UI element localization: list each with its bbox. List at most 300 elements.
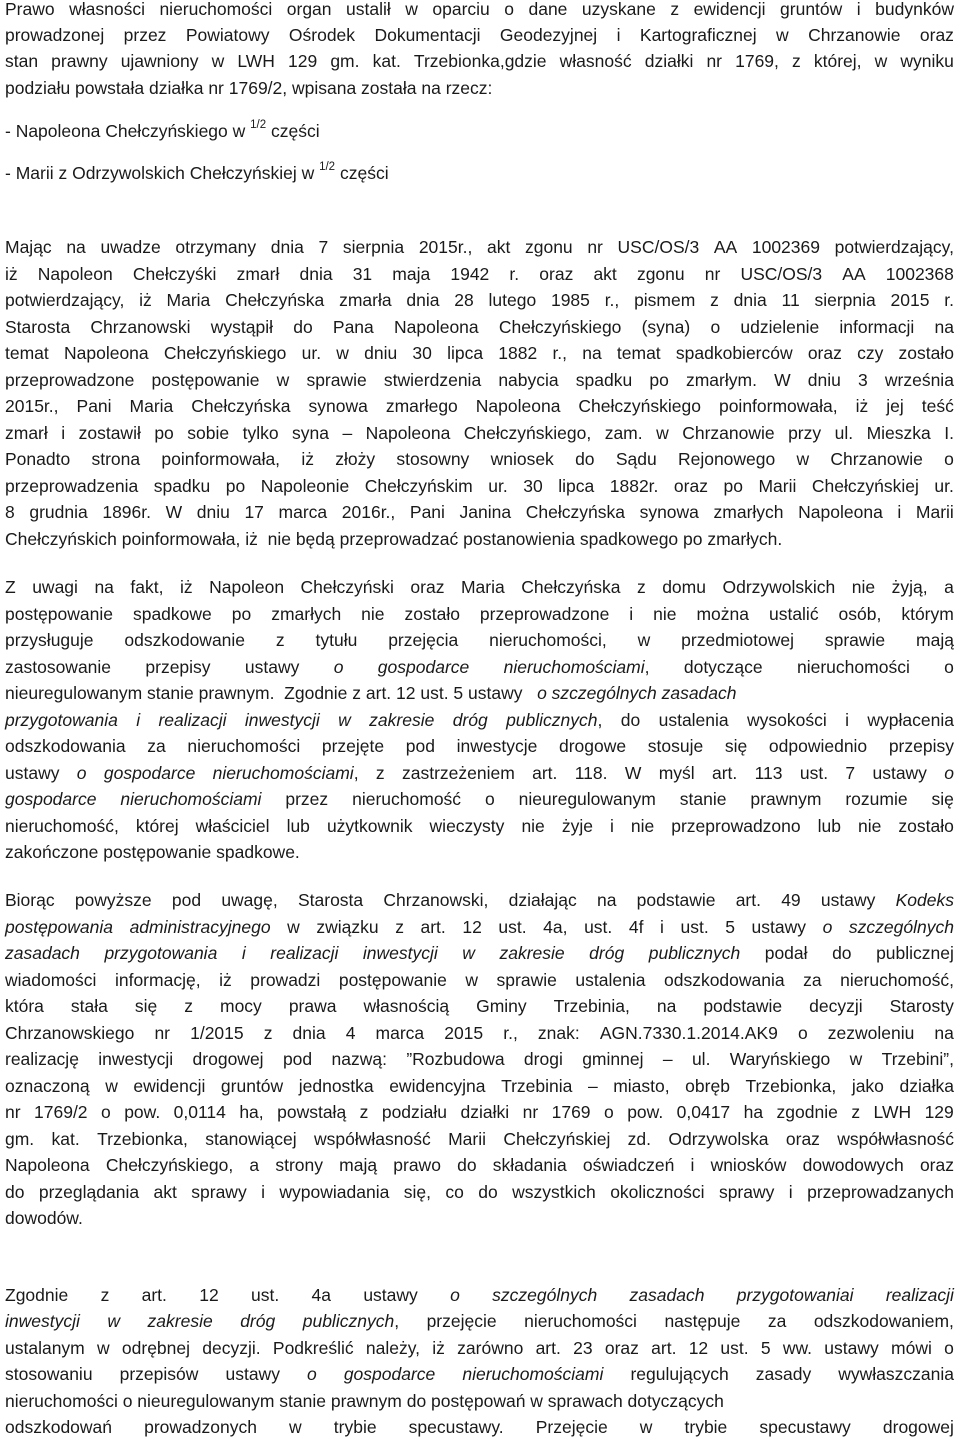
text-segment: zostało [898,343,954,363]
word [536,1335,561,1361]
text-line [5,1020,954,1046]
word [503,1126,610,1152]
word [680,786,727,812]
text-segment: nieruchomości [524,1311,637,1331]
text-segment: stanie [679,789,727,809]
text-segment: Kartograficznej [639,25,757,45]
text-segment: 129 [924,1102,954,1122]
word [461,574,505,600]
word [610,473,659,499]
text-segment: Chełczyśki [132,264,217,284]
text-segment: nr [704,264,721,284]
word [77,393,112,419]
italic-text: i [241,943,246,963]
word [640,22,757,48]
word [5,1046,79,1072]
text-line [5,1308,954,1334]
text-segment: Chełczyńskiej [811,476,919,496]
word [175,234,256,260]
text-line [5,1152,954,1178]
text-segment: nie [630,816,655,836]
text-segment: – [662,1049,673,1069]
text-segment: Odrzywolskich [722,577,836,597]
text-segment: działając [508,890,577,910]
word [389,1073,485,1099]
word [120,1361,199,1387]
word [725,914,735,940]
word [245,707,320,733]
word [122,1335,190,1361]
word [275,1152,323,1178]
word [5,887,55,913]
text-segment: wieczysty [429,816,505,836]
text-line [5,786,954,812]
word [559,733,626,759]
text-segment: mocy [220,996,262,1016]
text-segment: – [342,423,353,443]
word [5,1282,68,1308]
word [307,1361,317,1387]
text-segment: ust. [584,917,613,937]
text-segment: prawny [51,51,108,71]
word [144,1414,257,1440]
italic-text: nieruchomościami [462,1364,604,1384]
text-segment: 5 [760,1338,771,1358]
word [174,1099,226,1125]
text-segment: okoliczności [610,1182,705,1202]
word [944,446,954,472]
word [5,367,134,393]
word [662,574,706,600]
text-segment: odszkodowanie [124,630,246,650]
text-segment: na [94,577,114,597]
text-segment: AGN.7330.1.2014.AK9 [599,1023,778,1043]
text-line [5,314,954,340]
text-line [5,914,954,940]
text-segment: nieruchomość [352,789,462,809]
word [740,261,822,287]
word [316,627,358,653]
text-segment: stosuje [647,736,704,756]
word [694,0,766,22]
word [319,234,329,260]
text-segment: 7 [318,237,329,257]
word [578,393,701,419]
text-segment: specustawy [759,1417,851,1437]
text-segment: 2015 [444,1023,484,1043]
text-segment: AA [713,237,738,257]
word [610,813,614,839]
text-segment: nieruchomości, [489,630,607,650]
word [916,627,954,653]
word [597,887,616,913]
text-segment: informacji [839,317,915,337]
word [5,48,38,74]
word [64,340,149,366]
italic-text: dróg [589,943,625,963]
text-segment: dniu [196,502,230,522]
word [674,473,708,499]
word [526,499,625,525]
text-segment: dnia [733,290,767,310]
text-segment: można [696,604,749,624]
italic-text: i [136,710,141,730]
word [649,940,740,966]
text-segment: dnia [299,264,333,284]
word [668,1126,768,1152]
italic-text: w [107,1311,121,1331]
text-segment: i [609,816,614,836]
text-segment: znak: [537,1023,580,1043]
word [142,1282,167,1308]
text-segment: uwagę, [221,890,278,910]
text-segment: ustawy [363,1285,418,1305]
word [613,1073,669,1099]
word [645,48,694,74]
word [221,1073,283,1099]
text-segment: sierpnia [814,290,876,310]
text-segment: Trzebionka, [97,1129,188,1149]
word [720,1335,748,1361]
text-segment: Chrzanowski [90,317,191,337]
word [289,22,355,48]
text-segment: iż [432,1338,445,1358]
italic-text: gospodarce [103,763,196,783]
word [212,48,225,74]
italic-text: w [338,710,351,730]
text-segment: odpowiednio [768,736,868,756]
word [797,446,810,472]
word [97,1335,110,1361]
text-segment: – [587,1076,598,1096]
text-segment: inwestycje [456,736,538,756]
word [5,0,55,22]
text-line [5,1361,954,1387]
text-segment: dotyczące [683,657,763,677]
word [593,261,616,287]
word [308,393,367,419]
text-segment: sprawie [824,630,886,650]
text-segment: postępowanie [5,604,113,624]
text-segment: specustawy. [408,1417,504,1437]
text-segment: oraz [919,25,954,45]
text-segment: 8 [5,502,15,522]
text-segment: Chrzanowski, [383,890,489,910]
text-segment: na [934,317,954,337]
word [642,314,691,340]
italic-text: postępowania [5,917,113,937]
word [629,914,644,940]
text-segment: 30 [523,476,543,496]
text-segment: współwłasność [837,1129,954,1149]
text-segment: 1882 [498,343,538,363]
word [289,1414,302,1440]
word [333,314,374,340]
word [77,760,87,786]
word [916,499,954,525]
text-segment: na [934,1023,954,1043]
word [301,446,314,472]
word [845,760,855,786]
text-segment: art. [420,917,446,937]
italic-text: publicznych [506,710,598,730]
word [696,601,749,627]
word [630,1282,705,1308]
word [289,993,337,1019]
text-segment: LWH [873,1102,912,1122]
text-segment: do [832,943,852,963]
text-segment: synowa [639,502,699,522]
text-segment: fakt, [130,577,164,597]
text-segment: własność [559,51,632,71]
word [651,1335,676,1361]
word [625,760,642,786]
word [552,1099,591,1125]
word [464,420,591,446]
text-segment: co [445,1182,464,1202]
word [392,261,430,287]
word [457,1152,476,1178]
word [363,993,449,1019]
text-segment: 113 [754,763,783,783]
text-segment: r., [604,290,620,310]
word [758,473,796,499]
italic-text: gospodarce [343,1364,436,1384]
word [835,234,954,260]
word [883,1414,954,1440]
word [79,420,141,446]
text-segment: jako [851,1076,884,1096]
text-line [5,118,320,144]
text-segment: w [97,1338,110,1358]
text-segment: ustalenia [658,710,729,730]
word [649,367,668,393]
word [147,733,165,759]
text-segment: lutego [488,290,537,310]
text-segment: LWH [237,51,275,71]
text-segment: współwłasność [314,1129,431,1149]
text-segment: ust. [799,763,829,783]
text-segment: się, [403,1182,431,1202]
word [382,1099,447,1125]
text-segment: części [266,121,320,141]
text-segment: za [803,970,822,990]
text-segment: przejęcie [426,1311,497,1331]
text-segment: powyższe [74,890,152,910]
text-segment: podziału [381,1102,448,1122]
text-segment: w [287,917,300,937]
text-segment: lub [817,816,841,836]
text-line [5,967,954,993]
word [136,707,140,733]
text-segment: Janina [459,502,512,522]
text-segment: dane [528,0,568,19]
text-segment: się [134,996,158,1016]
text-segment: i [690,1155,695,1175]
text-segment: 4f [628,917,644,937]
text-segment: oraz [539,264,574,284]
word [617,340,661,366]
word [339,287,392,313]
word [617,22,621,48]
word [405,0,418,22]
text-segment: postępowanie [338,970,447,990]
word [934,1020,953,1046]
word [360,1099,369,1125]
word [5,654,111,680]
word [755,760,783,786]
text-segment: z [359,1102,369,1122]
word [180,574,193,600]
text-segment: przepisów [119,1364,199,1384]
italic-text: przygotowania [736,1285,850,1305]
word [303,1308,399,1334]
text-segment: wiadomości [5,970,97,990]
text-segment: odrębnej [121,1338,191,1358]
text-segment: sprawie [306,370,367,390]
word [5,340,49,366]
word [5,733,126,759]
text-segment: nie [858,816,882,836]
text-segment: akt [153,1182,177,1202]
text-segment: w [211,51,225,71]
text-segment: potwierdzający, [834,237,954,257]
text-segment: prawa [288,996,337,1016]
text-segment: mówi [891,1338,932,1358]
word [427,1308,497,1334]
text-line [5,1388,724,1414]
word [850,1046,863,1072]
text-segment: oparciu [432,0,490,19]
text-segment: Mieszka [866,423,931,443]
text-segment: w [276,370,290,390]
word [124,627,245,653]
text-segment: spadkowe [132,604,212,624]
word [604,1099,614,1125]
text-segment: maja [392,264,431,284]
text-segment: Podkreślić [272,1338,354,1358]
text-segment: 4a, [543,917,568,937]
text-segment: się [931,789,954,809]
word [476,993,527,1019]
word [814,1308,954,1334]
word [769,733,867,759]
text-segment: o [710,317,721,337]
italic-text: zasadach [5,943,80,963]
word [250,967,320,993]
text-segment: teść [921,396,954,416]
text-segment: udzielenie [740,317,820,337]
word [858,813,881,839]
word [454,287,473,313]
text-segment: rozumie [845,789,908,809]
word [756,1361,811,1387]
text-segment: przez [285,789,329,809]
text-segment: podziału powstała działka nr 1769/2, wpisana została na rzecz: [5,78,493,98]
text-segment: temat [616,343,661,363]
word [714,499,784,525]
text-segment: Marii [915,502,954,522]
text-segment: 1882r. [609,476,659,496]
word [406,1046,504,1072]
word [239,1099,263,1125]
word [768,1308,786,1334]
text-segment: stała [70,996,108,1016]
word [98,1046,173,1072]
word [421,914,446,940]
word [521,574,620,600]
italic-text: inwestycji [5,1311,80,1331]
text-segment: , [597,710,603,730]
text-segment: przeprowadzone [5,370,135,390]
text-segment: Przejęcie [535,1417,608,1437]
text-segment: potwierdzający, [5,290,125,310]
word [270,940,338,966]
text-segment: zam. [604,423,643,443]
text-segment: ustawy [225,1364,280,1384]
word [335,446,375,472]
word [892,574,928,600]
word [187,420,229,446]
italic-text: o [333,657,344,677]
text-segment: ul. [691,1049,711,1069]
word [346,1020,356,1046]
text-segment: ustawy [872,763,927,783]
word [312,1282,331,1308]
word [338,707,351,733]
word [405,601,460,627]
text-line [5,733,954,759]
text-line [5,420,954,446]
word [225,1361,279,1387]
text-segment: Chełczyńskich poinformowała, iż nie będą przeprowadzać postanowienia spadkowego po zmarłych. [5,529,783,549]
word [336,340,349,366]
word [330,48,359,74]
text-segment: art. [532,763,558,783]
text-segment: ustawy [820,890,876,910]
text-segment: Prawo [5,0,55,19]
word [457,733,538,759]
text-segment: ha [743,1102,764,1122]
text-segment: ewidencji [133,1076,206,1096]
word [752,234,820,260]
word [839,601,882,627]
word [101,1099,111,1125]
text-line [5,1282,954,1308]
text-segment: nr [5,1102,21,1122]
word [5,314,70,340]
text-segment: Marii [758,476,797,496]
text-segment: należy, [365,1338,421,1358]
word [306,367,366,393]
text-segment: Pani [409,502,445,522]
text-segment: mają [339,1155,378,1175]
word [932,786,954,812]
word [736,887,761,913]
text-segment: W [624,763,642,783]
text-segment: stan [5,51,39,71]
word [5,420,48,446]
text-segment: Gminy [476,996,527,1016]
text-segment: ustalenia [575,970,646,990]
word [94,574,113,600]
word [5,1335,85,1361]
italic-text: o [944,763,954,783]
word [691,1152,695,1178]
text-segment: zasady [755,1364,812,1384]
word [631,813,654,839]
italic-text: o [76,763,87,783]
